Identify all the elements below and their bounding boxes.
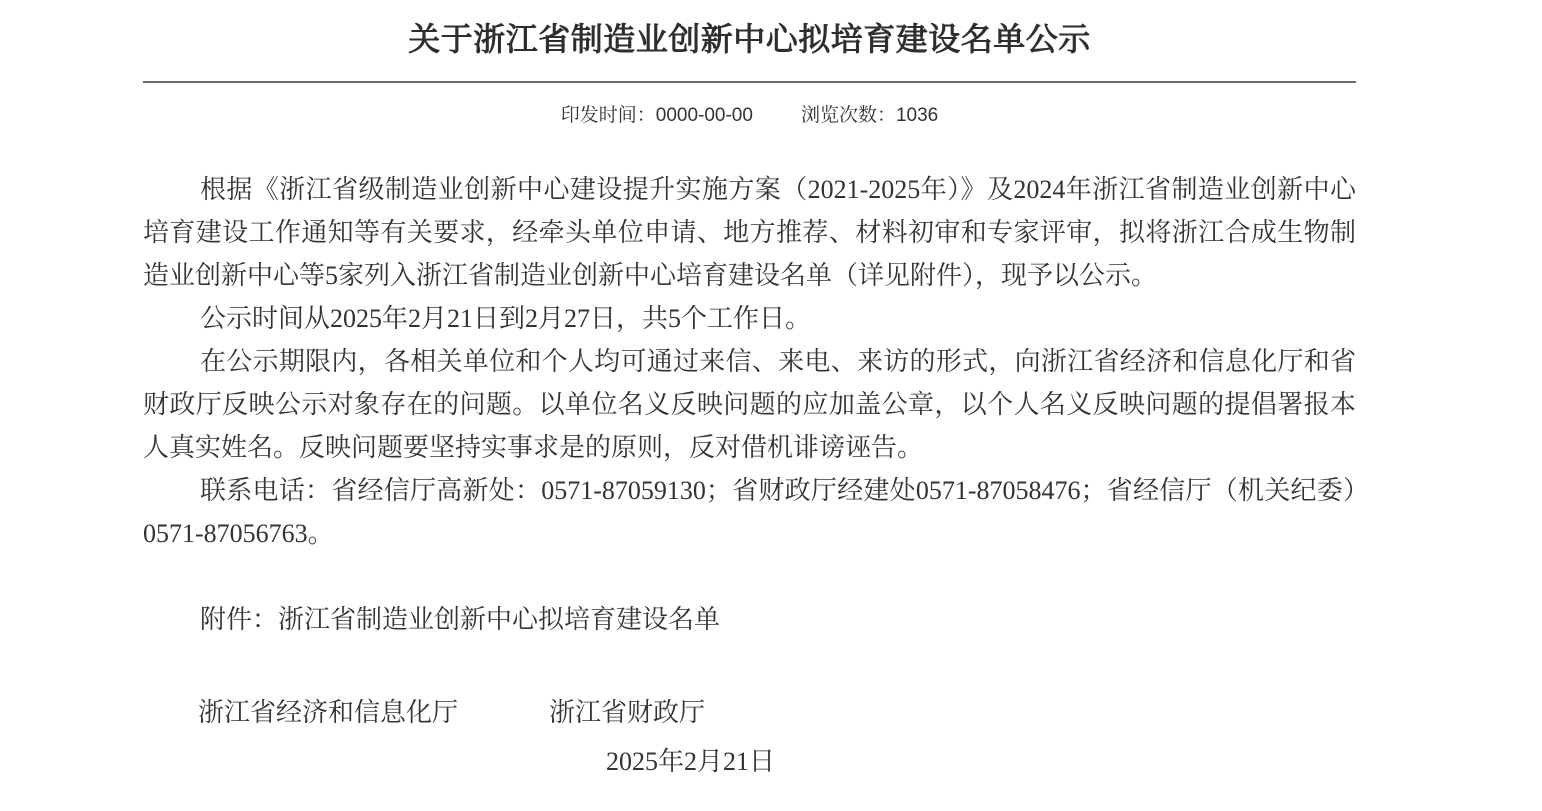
views-value: 1036 bbox=[895, 105, 939, 127]
spacer bbox=[143, 555, 1356, 598]
document-body bbox=[143, 168, 1356, 783]
attachment-line: 附件：浙江省制造业创新中心拟培育建设名单 bbox=[200, 605, 721, 635]
paragraph-basis: 根据《浙江省级制造业创新中心建设提升实施方案（2021-2025年）》及2024年浙江省制造业创新中心培育建设工作通知等有关要求，经牵头单位申请、地方推荐、材料初审和专家评审，拟将浙江合成生物制造业创新中心等5家列入浙江省制造业创新中心培育建设名单（详见附件），现予以公示。 bbox=[143, 175, 1356, 291]
paragraph-publicity-period: 公示时间从2025年2月21日到2月27日，共5个工作日。 bbox=[200, 304, 812, 334]
page-title: 关于浙江省制造业创新中心拟培育建设名单公示 bbox=[408, 21, 1091, 57]
signature-row bbox=[198, 691, 1356, 734]
paragraph-feedback-channels: 在公示期限内，各相关单位和个人均可通过来信、来电、来访的形式，向浙江省经济和信息化厅和省财政厅反映公示对象存在的问题。以单位名义反映问题的应加盖公章，以个人名义反映问题的提倡署报本人真实姓名。反映问题要坚持实事求是的原则，反对借机诽谤诬告。 bbox=[143, 347, 1356, 463]
signature-economy-dept: 浙江省经济和信息化厅 bbox=[198, 698, 459, 728]
document-content bbox=[143, 0, 1356, 783]
views-label: 浏览次数： bbox=[800, 105, 896, 127]
meta-row bbox=[143, 105, 1356, 127]
title-divider bbox=[143, 81, 1356, 83]
print-time-value: 0000-00-00 bbox=[655, 105, 753, 127]
paragraph-contact-phones: 联系电话：省经信厅高新处：0571-87059130；省财政厅经建处0571-87058476；省经信厅（机关纪委）0571-87056763。 bbox=[143, 476, 1356, 549]
signature-finance-dept: 浙江省财政厅 bbox=[549, 698, 706, 728]
print-time-label: 印发时间： bbox=[560, 105, 656, 127]
document-date: 2025年2月21日 bbox=[606, 747, 776, 777]
